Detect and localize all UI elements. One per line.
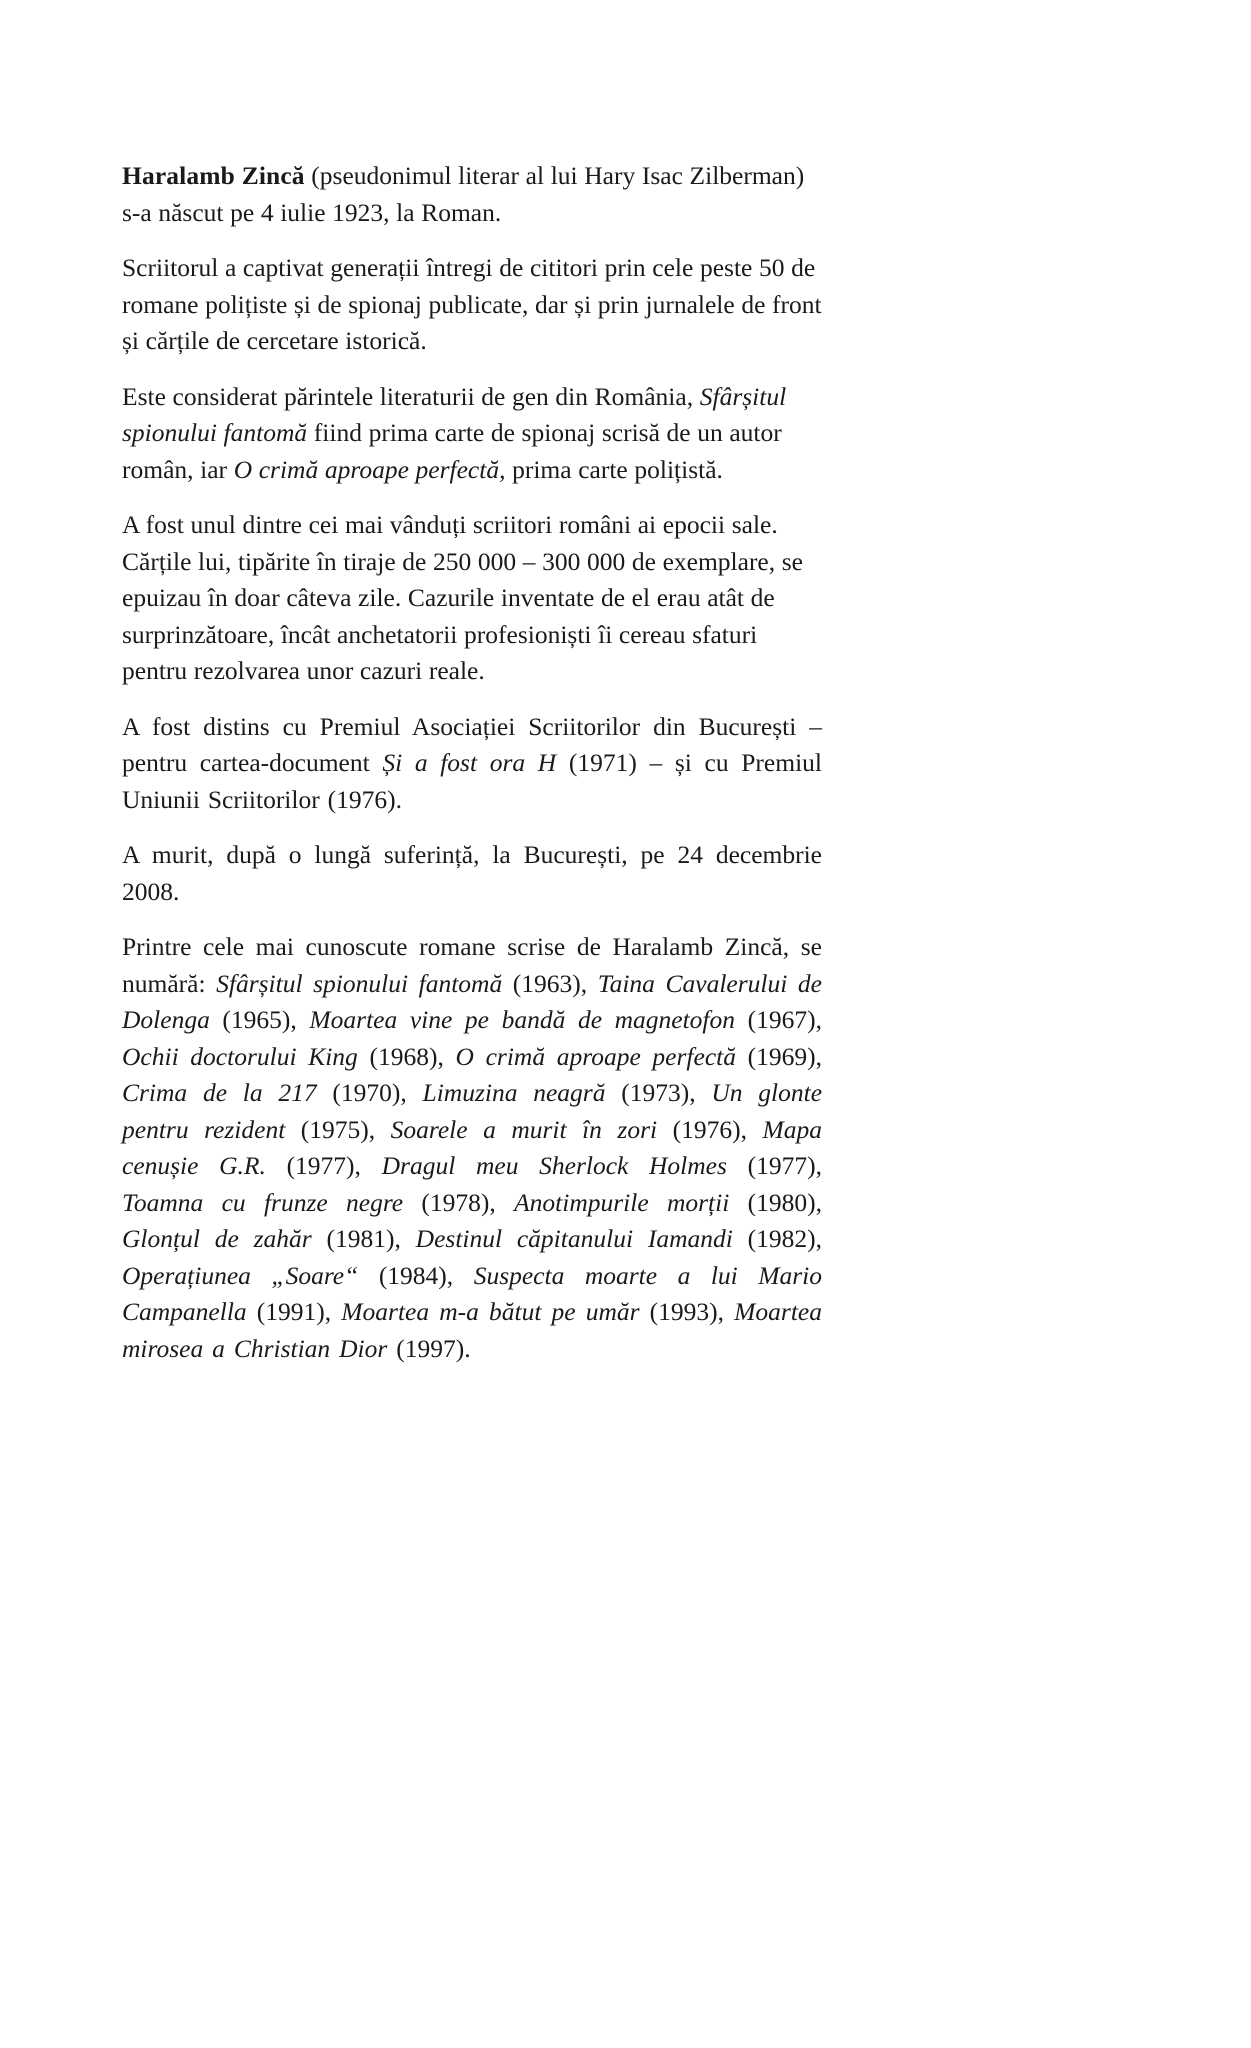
book-title: Limuzina neagră [422, 1078, 606, 1107]
book-title: Sfârșitul spionului fantomă [122, 381, 787, 447]
text-run: (1971) – și cu Premiul Uniunii Scriitorilor (1976). [122, 748, 822, 814]
book-title: Ochii doctorului King [122, 1041, 358, 1071]
text-run: (1975), [285, 1114, 391, 1144]
text-run: prima carte polițistă. [505, 454, 723, 484]
text-run: (1963), [502, 968, 598, 998]
text-run: (1965), [209, 1005, 310, 1034]
text-run: (pseudonimul literar al lui Hary Isac Zilberman) s-a născut pe 4 iulie 1923, la Roman. [122, 161, 805, 227]
paragraph-premii [122, 709, 822, 819]
book-title: Destinul căpitanului Iamandi [415, 1224, 733, 1253]
book-title: Taina Cavalerului de Dolenga [122, 968, 822, 1034]
text-run: (1984), [358, 1260, 474, 1290]
paragraph-intro [122, 158, 822, 231]
book-title: O crimă aproape perfectă, [233, 454, 506, 484]
book-title: Și a fost ora H [382, 748, 557, 777]
book-title: Mapa cenușie G.R. [122, 1114, 822, 1180]
text-run: A fost distins cu Premiul Asociației Scriitorilor din București – pentru cartea-document [122, 711, 822, 777]
text-run: (1993), [639, 1297, 735, 1326]
book-title: Crima de la 217 [122, 1078, 317, 1107]
book-title: Dragul meu Sherlock Holmes [381, 1151, 727, 1180]
book-title: Moartea mirosea a Christian Dior [122, 1297, 822, 1363]
paragraph-captivat [122, 250, 822, 360]
text-run: (1981), [311, 1224, 416, 1253]
book-title: Un glonte pentru rezident [122, 1078, 823, 1144]
body-text-column [122, 158, 822, 1367]
text-run: (1977), [726, 1151, 822, 1180]
text-run: fiind prima carte de spionaj scrisă de un autor român, iar [122, 418, 782, 484]
text-run: A murit, după o lungă suferință, la București, pe 24 decembrie 2008. [122, 840, 822, 906]
book-title: Operațiunea „Soare“ [122, 1260, 359, 1290]
text-run: (1970), [316, 1078, 423, 1107]
author-name: Haralamb Zincă [122, 161, 305, 190]
book-title: O crimă aproape perfectă [455, 1041, 736, 1071]
text-run: (1977), [265, 1151, 382, 1180]
text-run: (1980), [729, 1187, 822, 1217]
text-run: Scriitorul a captivat generații întregi de cititori prin cele peste 50 de romane polițiste și de spionaj publicate, dar și prin jurnalele de front și cărțile de cercetare istorică. [122, 253, 822, 355]
book-title: Toamna cu frunze negre [122, 1187, 404, 1217]
paragraph-bibliografie [122, 929, 822, 1367]
book-title: Moartea vine pe bandă de magnetofon [309, 1005, 736, 1034]
book-title: Moartea m-a bătut pe umăr [341, 1297, 640, 1326]
text-run: Printre cele mai cunoscute romane scrise de Haralamb Zincă, se numără: [122, 932, 822, 998]
text-run: (1976), [657, 1114, 763, 1144]
text-run: (1978), [403, 1187, 515, 1217]
paragraph-vanduti [122, 507, 822, 690]
text-run: (1967), [735, 1005, 822, 1034]
book-title: Glonțul de zahăr [122, 1224, 312, 1253]
book-title: Suspecta moarte a lui Mario Campanella [122, 1260, 822, 1326]
paragraph-deces [122, 837, 822, 910]
text-run: (1982), [732, 1224, 822, 1253]
book-title: Soarele a murit în zori [390, 1114, 658, 1144]
text-run: (1997). [387, 1333, 471, 1363]
text-run: (1968), [357, 1041, 456, 1071]
book-title: Anotimpurile morții [514, 1187, 730, 1217]
text-run: (1969), [735, 1041, 823, 1071]
text-run: (1973), [605, 1078, 712, 1107]
text-run: Este considerat părintele literaturii de gen din România, [122, 381, 700, 411]
text-run: A fost unul dintre cei mai vânduți scriitori români ai epocii sale. Cărțile lui, tipărite în tiraje de 250 000 – 300 000 de exemplare, se epuizau în doar câteva zile. Cazurile inventate de el erau atât de surprinzătoare, încât anchetatorii profesioniști îi cereau sfaturi pentru rezolvarea unor cazuri reale. [122, 510, 803, 685]
text-run: (1991), [246, 1297, 342, 1326]
paragraph-parinte [122, 379, 822, 489]
book-title: Sfârșitul spionului fantomă [216, 968, 503, 998]
